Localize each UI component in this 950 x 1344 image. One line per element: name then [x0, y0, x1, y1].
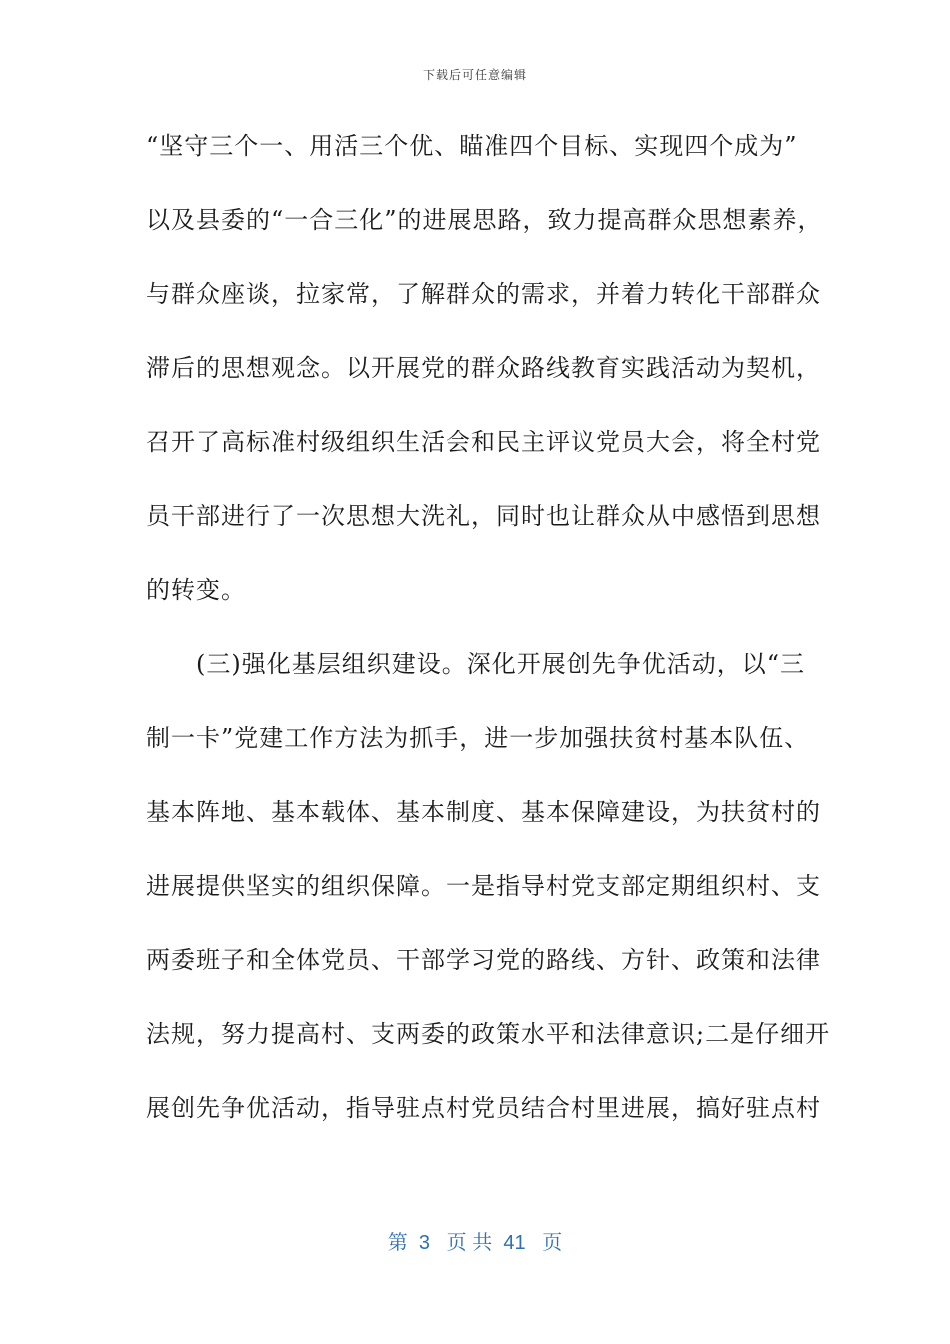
- body-line: 员干部进行了一次思想大洗礼，同时也让群众从中感悟到思想: [146, 502, 821, 530]
- body-line: 进展提供坚实的组织保障。一是指导村党支部定期组织村、支: [146, 872, 821, 900]
- body-line: 基本阵地、基本载体、基本制度、基本保障建设，为扶贫村的: [146, 798, 821, 826]
- page-number-footer: 第 3 页 共 41 页: [387, 1232, 563, 1254]
- body-line: 展创先争优活动，指导驻点村党员结合村里进展，搞好驻点村: [146, 1094, 821, 1122]
- body-line: “坚守三个一、用活三个优、瞄准四个目标、实现四个成为”: [146, 132, 798, 160]
- body-line: 滞后的思想观念。以开展党的群众路线教育实践活动为契机，: [146, 354, 821, 382]
- document-body: [146, 118, 831, 1154]
- body-line: 与群众座谈，拉家常，了解群众的需求，并着力转化干部群众: [146, 280, 821, 308]
- body-line: 制一卡”党建工作方法为抓手，进一步加强扶贫村基本队伍、: [146, 724, 810, 752]
- body-line: 的转变。: [146, 576, 246, 604]
- body-line: 法规，努力提高村、支两委的政策水平和法律意识;二是仔细开: [146, 1020, 831, 1048]
- header-note: 下载后可任意编辑: [422, 68, 527, 82]
- body-line: 召开了高标准村级组织生活会和民主评议党员大会，将全村党: [146, 428, 821, 456]
- body-line: (三)强化基层组织建设。深化开展创先争优活动，以“三: [146, 650, 805, 678]
- body-line: 两委班子和全体党员、干部学习党的路线、方针、政策和法律: [146, 946, 821, 974]
- body-line: 以及县委的“一合三化”的进展思路，致力提高群众思想素养，: [146, 206, 823, 234]
